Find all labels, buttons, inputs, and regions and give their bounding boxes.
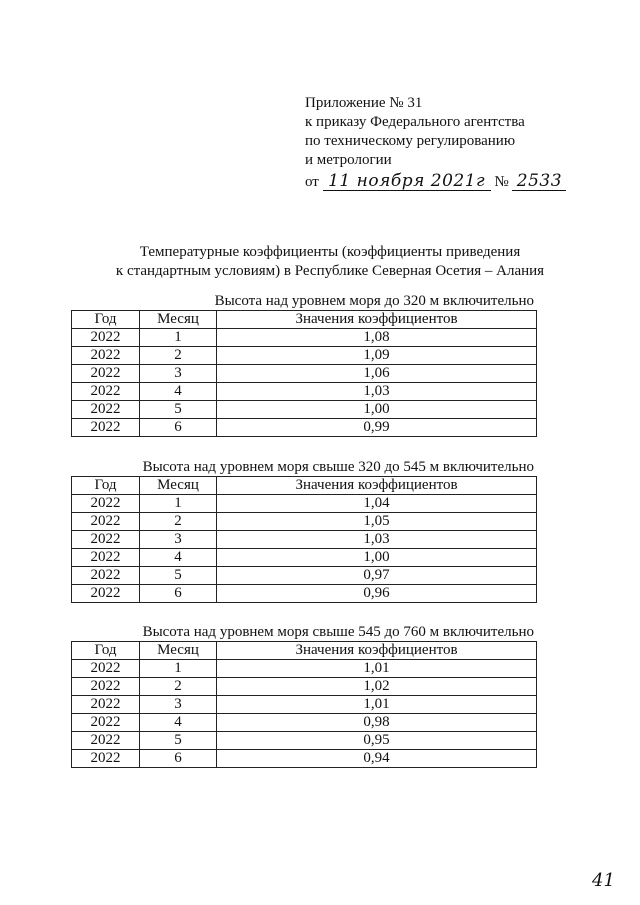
cell-value: 1,03 bbox=[217, 531, 537, 549]
cell-year: 2022 bbox=[72, 347, 140, 365]
header-month: Месяц bbox=[140, 642, 217, 660]
table-row bbox=[72, 531, 537, 549]
header-value: Значения коэффициентов bbox=[217, 311, 537, 329]
cell-month: 4 bbox=[140, 383, 217, 401]
cell-year: 2022 bbox=[72, 549, 140, 567]
cell-value: 1,00 bbox=[217, 401, 537, 419]
date-prefix: от bbox=[305, 174, 319, 190]
cell-year: 2022 bbox=[72, 750, 140, 768]
header-value: Значения коэффициентов bbox=[217, 642, 537, 660]
cell-value: 1,04 bbox=[217, 495, 537, 513]
cell-month: 5 bbox=[140, 732, 217, 750]
cell-month: 2 bbox=[140, 678, 217, 696]
table-row bbox=[72, 383, 537, 401]
table-row bbox=[72, 513, 537, 531]
cell-month: 3 bbox=[140, 531, 217, 549]
cell-value: 1,01 bbox=[217, 660, 537, 678]
title-line-2: к стандартным условиям) в Республике Северная Осетия – Алания bbox=[115, 263, 545, 279]
appendix-order-line: к приказу Федерального агентства bbox=[305, 114, 525, 130]
coefficients-table bbox=[71, 641, 537, 768]
order-date-row bbox=[305, 172, 566, 192]
table-header-row bbox=[72, 477, 537, 495]
title-line-1: Температурные коэффициенты (коэффициенты приведения bbox=[139, 244, 521, 260]
table-row bbox=[72, 419, 537, 437]
altitude-section-2 bbox=[71, 459, 536, 603]
cell-year: 2022 bbox=[72, 714, 140, 732]
table-row bbox=[72, 347, 537, 365]
cell-month: 3 bbox=[140, 365, 217, 383]
table-row bbox=[72, 678, 537, 696]
cell-year: 2022 bbox=[72, 401, 140, 419]
cell-year: 2022 bbox=[72, 419, 140, 437]
table-row bbox=[72, 329, 537, 347]
cell-year: 2022 bbox=[72, 495, 140, 513]
header-year: Год bbox=[72, 311, 140, 329]
cell-value: 1,09 bbox=[217, 347, 537, 365]
section-caption: Высота над уровнем моря свыше 545 до 760 м включительно bbox=[142, 624, 534, 640]
cell-month: 5 bbox=[140, 401, 217, 419]
cell-month: 6 bbox=[140, 419, 217, 437]
cell-value: 0,96 bbox=[217, 585, 537, 603]
altitude-section-3 bbox=[71, 624, 536, 768]
cell-year: 2022 bbox=[72, 383, 140, 401]
cell-month: 2 bbox=[140, 513, 217, 531]
cell-year: 2022 bbox=[72, 696, 140, 714]
header-year: Год bbox=[72, 642, 140, 660]
cell-month: 6 bbox=[140, 585, 217, 603]
section-caption: Высота над уровнем моря свыше 320 до 545 м включительно bbox=[142, 459, 534, 475]
cell-value: 0,95 bbox=[217, 732, 537, 750]
document-title bbox=[60, 243, 600, 281]
header-value: Значения коэффициентов bbox=[217, 477, 537, 495]
cell-value: 1,00 bbox=[217, 549, 537, 567]
table-row bbox=[72, 750, 537, 768]
cell-year: 2022 bbox=[72, 365, 140, 383]
cell-year: 2022 bbox=[72, 585, 140, 603]
cell-month: 4 bbox=[140, 549, 217, 567]
cell-value: 1,05 bbox=[217, 513, 537, 531]
cell-month: 4 bbox=[140, 714, 217, 732]
appendix-header bbox=[305, 94, 566, 192]
coefficients-table bbox=[71, 476, 537, 603]
table-row bbox=[72, 365, 537, 383]
cell-value: 0,97 bbox=[217, 567, 537, 585]
cell-month: 3 bbox=[140, 696, 217, 714]
cell-value: 0,98 bbox=[217, 714, 537, 732]
cell-value: 1,06 bbox=[217, 365, 537, 383]
table-header-row bbox=[72, 311, 537, 329]
coefficients-table bbox=[71, 310, 537, 437]
table-row bbox=[72, 714, 537, 732]
cell-year: 2022 bbox=[72, 678, 140, 696]
cell-year: 2022 bbox=[72, 660, 140, 678]
cell-year: 2022 bbox=[72, 513, 140, 531]
header-month: Месяц bbox=[140, 477, 217, 495]
cell-year: 2022 bbox=[72, 732, 140, 750]
table-header-row bbox=[72, 642, 537, 660]
cell-value: 0,94 bbox=[217, 750, 537, 768]
cell-value: 1,02 bbox=[217, 678, 537, 696]
table-row bbox=[72, 696, 537, 714]
appendix-agency-line: по техническому регулированию bbox=[305, 133, 516, 149]
altitude-section-1 bbox=[71, 293, 536, 437]
table-row bbox=[72, 495, 537, 513]
cell-month: 5 bbox=[140, 567, 217, 585]
cell-value: 0,99 bbox=[217, 419, 537, 437]
table-row bbox=[72, 401, 537, 419]
appendix-title: Приложение № 31 bbox=[305, 95, 423, 111]
table-row bbox=[72, 585, 537, 603]
cell-value: 1,08 bbox=[217, 329, 537, 347]
cell-month: 2 bbox=[140, 347, 217, 365]
cell-month: 1 bbox=[140, 495, 217, 513]
table-row bbox=[72, 732, 537, 750]
handwritten-page-number: 41 bbox=[592, 870, 615, 891]
cell-month: 1 bbox=[140, 329, 217, 347]
handwritten-date: 11 ноября 2021г bbox=[323, 172, 491, 191]
cell-month: 6 bbox=[140, 750, 217, 768]
number-prefix: № bbox=[494, 174, 509, 190]
header-month: Месяц bbox=[140, 311, 217, 329]
handwritten-order-number: 2533 bbox=[512, 172, 566, 191]
cell-value: 1,03 bbox=[217, 383, 537, 401]
cell-year: 2022 bbox=[72, 567, 140, 585]
cell-month: 1 bbox=[140, 660, 217, 678]
header-year: Год bbox=[72, 477, 140, 495]
cell-year: 2022 bbox=[72, 329, 140, 347]
cell-value: 1,01 bbox=[217, 696, 537, 714]
appendix-metrology-line: и метрологии bbox=[305, 152, 392, 168]
table-row bbox=[72, 549, 537, 567]
section-caption: Высота над уровнем моря до 320 м включительно bbox=[214, 293, 534, 309]
cell-year: 2022 bbox=[72, 531, 140, 549]
table-row bbox=[72, 567, 537, 585]
table-row bbox=[72, 660, 537, 678]
